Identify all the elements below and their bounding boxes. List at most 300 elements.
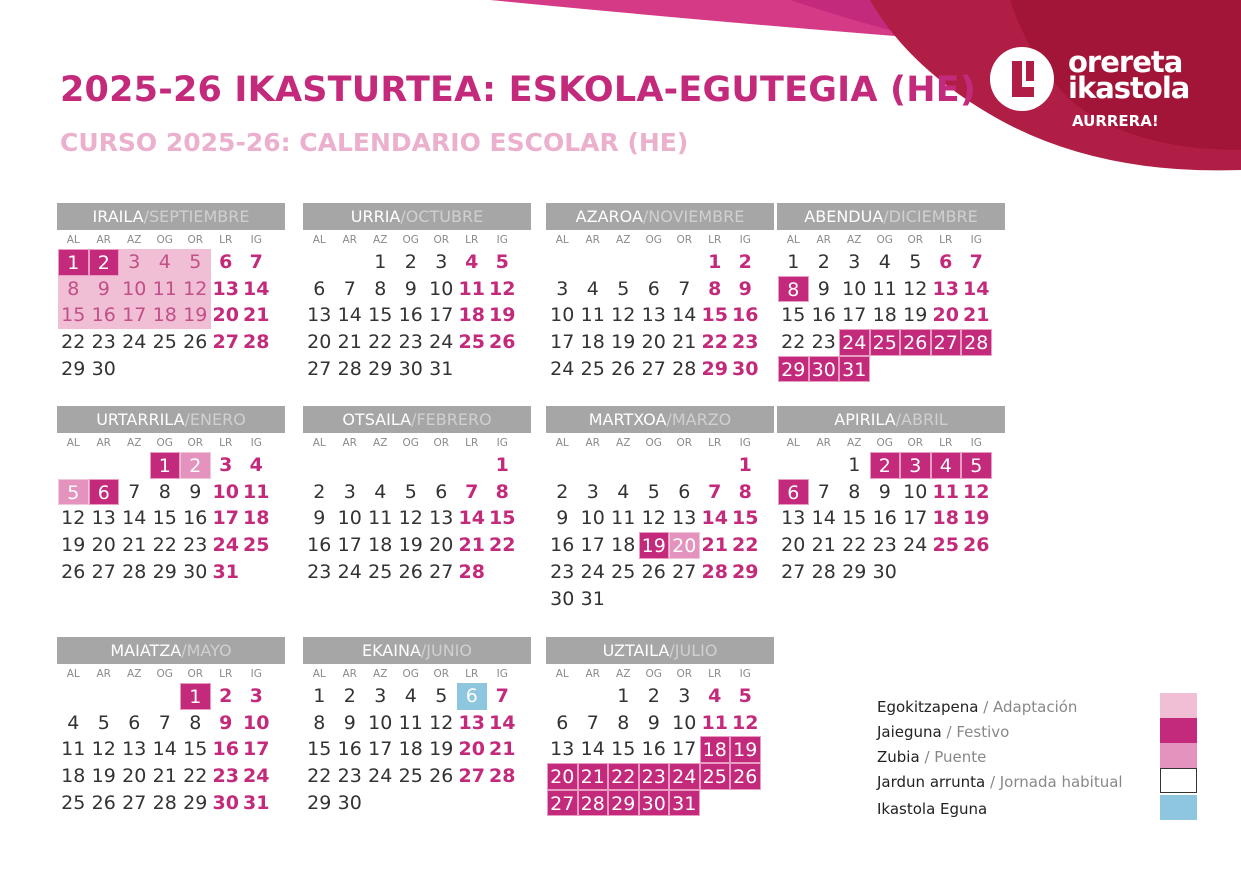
month-martxoa <box>546 406 774 636</box>
weekday-label: AL <box>555 234 569 246</box>
day-cell: 26 <box>429 765 454 788</box>
weekday-label: OG <box>402 668 419 680</box>
weekday-label: AR <box>96 234 111 246</box>
day-cell: 29 <box>61 357 86 380</box>
month-name-eu: MARTXOA <box>588 410 667 429</box>
day-cell: 3 <box>435 251 448 273</box>
day-cell: 13 <box>672 507 697 530</box>
day-cell: 26 <box>489 331 516 354</box>
weekday-label: AL <box>555 437 569 449</box>
day-cell: 7 <box>343 277 356 300</box>
day-cell: 19 <box>429 738 454 761</box>
month-name-es: OCTUBRE <box>405 207 484 226</box>
month-header: EKAINA/JUNIO <box>303 637 531 664</box>
day-cell: 15 <box>611 738 636 761</box>
day-cell: 14 <box>122 507 147 530</box>
day-cell: 5 <box>961 452 992 479</box>
day-cell: 31 <box>669 790 700 817</box>
day-cell: 22 <box>152 534 177 557</box>
weekday-label: OR <box>676 668 693 680</box>
day-cell: 19 <box>611 331 636 354</box>
day-cell: 11 <box>872 277 897 300</box>
day-cell: 4 <box>67 711 80 734</box>
weekday-label: IG <box>496 234 508 246</box>
day-cell: 21 <box>701 534 728 557</box>
day-cell: 30 <box>732 357 759 380</box>
day-cell: 25 <box>458 331 485 354</box>
weekday-label: AL <box>312 234 326 246</box>
day-cell: 1 <box>738 454 752 476</box>
day-cell: 7 <box>249 251 263 273</box>
day-cell: 15 <box>307 738 332 761</box>
day-cell: 12 <box>91 738 116 761</box>
day-cell: 22 <box>183 765 208 788</box>
day-cell: 4 <box>465 251 479 273</box>
day-cell: 9 <box>219 711 233 734</box>
day-cell: 15 <box>58 302 89 329</box>
legend-label-es: / Festivo <box>941 723 1010 741</box>
day-cell: 29 <box>778 356 809 383</box>
day-cell: 8 <box>58 276 89 303</box>
weekday-label: LR <box>219 668 233 680</box>
day-cell: 21 <box>458 534 485 557</box>
day-cell: 25 <box>243 534 270 557</box>
day-cell: 6 <box>778 479 809 506</box>
day-cell: 6 <box>678 480 691 503</box>
day-cell: 13 <box>429 507 454 530</box>
day-cell: 8 <box>189 711 202 734</box>
weekday-label: OR <box>433 668 450 680</box>
day-cell: 7 <box>158 711 171 734</box>
weekday-label: AZ <box>847 437 862 449</box>
day-cell: 28 <box>122 560 147 583</box>
day-cell: 29 <box>701 357 728 380</box>
day-cell: 9 <box>313 507 326 530</box>
month-otsaila <box>303 406 531 636</box>
day-cell: 12 <box>61 507 86 530</box>
month-header: URRIA/OCTUBRE <box>303 203 531 230</box>
day-cell: 26 <box>398 560 423 583</box>
weekday-label: AL <box>786 437 800 449</box>
day-cell: 31 <box>429 357 454 380</box>
day-cell: 22 <box>608 763 639 790</box>
day-cell: 25 <box>932 534 959 557</box>
day-cell: 25 <box>152 331 177 354</box>
day-cell: 12 <box>489 277 516 300</box>
weekday-label: AR <box>816 437 831 449</box>
day-cell: 12 <box>180 276 211 303</box>
day-cell: 7 <box>586 711 599 734</box>
day-cell: 18 <box>150 302 181 329</box>
day-cell: 22 <box>61 331 86 354</box>
day-cell: 17 <box>672 738 697 761</box>
day-cell: 27 <box>672 560 697 583</box>
day-cell: 26 <box>730 763 761 790</box>
weekday-label: AR <box>816 234 831 246</box>
day-cell: 29 <box>732 560 759 583</box>
day-cell: 7 <box>465 480 479 503</box>
month-name-es: DICIEMBRE <box>888 207 978 226</box>
month-uztaila <box>546 637 774 867</box>
day-cell: 9 <box>89 276 120 303</box>
weekday-label: OR <box>907 437 924 449</box>
day-cell: 12 <box>963 480 990 503</box>
logo-word-ikastola: ikastola <box>1068 71 1190 105</box>
day-cell: 7 <box>128 480 141 503</box>
weekday-label: AZ <box>847 234 862 246</box>
month-header: MARTXOA/MARZO <box>546 406 774 433</box>
day-cell: 13 <box>458 711 485 734</box>
day-cell: 18 <box>458 304 485 327</box>
day-cell: 4 <box>586 277 599 300</box>
day-cell: 5 <box>617 277 630 300</box>
day-cell: 19 <box>61 534 86 557</box>
legend-label-es: / Puente <box>919 748 987 766</box>
legend-label-es: / Adaptación <box>978 698 1078 716</box>
day-cell: 26 <box>91 791 116 814</box>
day-cell: 10 <box>580 507 605 530</box>
day-cell: 25 <box>870 329 901 356</box>
day-cell: 7 <box>817 480 830 503</box>
day-cell: 23 <box>183 534 208 557</box>
day-cell: 6 <box>313 277 326 300</box>
month-urtarrila <box>57 406 285 636</box>
legend-item <box>877 800 987 818</box>
day-cell: 27 <box>307 357 332 380</box>
month-name-es: NOVIEMBRE <box>648 207 745 226</box>
day-cell: 15 <box>368 304 393 327</box>
day-cell: 14 <box>337 304 362 327</box>
day-cell: 21 <box>489 738 516 761</box>
day-cell: 20 <box>641 331 666 354</box>
legend-label-eu: Zubia <box>877 748 920 766</box>
weekday-label: AR <box>585 234 600 246</box>
day-cell: 26 <box>900 329 931 356</box>
day-cell: 27 <box>122 791 147 814</box>
day-cell: 19 <box>398 534 423 557</box>
day-cell: 2 <box>556 480 569 503</box>
weekday-label: IG <box>739 234 751 246</box>
weekday-label: LR <box>219 234 233 246</box>
day-cell: 2 <box>89 249 120 276</box>
day-cell: 2 <box>180 452 211 479</box>
weekday-label: LR <box>939 437 953 449</box>
day-cell: 3 <box>678 685 691 707</box>
weekday-label: OR <box>676 234 693 246</box>
day-cell: 13 <box>212 277 239 300</box>
legend-swatch <box>1160 795 1197 820</box>
day-cell: 16 <box>811 304 836 327</box>
day-cell: 22 <box>842 534 867 557</box>
weekday-label: OG <box>645 234 662 246</box>
day-cell: 12 <box>903 277 928 300</box>
day-cell: 24 <box>122 331 147 354</box>
weekday-label: IG <box>496 668 508 680</box>
day-cell: 18 <box>61 765 86 788</box>
weekday-label: OG <box>876 234 893 246</box>
weekday-label: IG <box>970 437 982 449</box>
day-cell: 15 <box>701 304 728 327</box>
day-cell: 27 <box>641 357 666 380</box>
day-cell: 28 <box>961 329 992 356</box>
day-cell: 16 <box>641 738 666 761</box>
month-header: AZAROA/NOVIEMBRE <box>546 203 774 230</box>
day-cell: 17 <box>903 507 928 530</box>
day-cell: 2 <box>817 251 830 273</box>
day-cell: 31 <box>243 791 270 814</box>
weekday-label: AR <box>342 668 357 680</box>
day-cell: 3 <box>249 685 263 707</box>
weekday-label: AL <box>555 668 569 680</box>
day-cell: 16 <box>89 302 120 329</box>
month-name-eu: IRAILA <box>92 207 144 226</box>
weekday-label: OG <box>645 437 662 449</box>
day-cell: 20 <box>122 765 147 788</box>
month-name-eu: ABENDUA <box>804 207 884 226</box>
month-name-eu: APIRILA <box>834 410 896 429</box>
day-cell: 19 <box>91 765 116 788</box>
day-cell: 14 <box>152 738 177 761</box>
day-cell: 22 <box>781 331 806 354</box>
month-apirila <box>777 406 1005 636</box>
month-name-es: MAYO <box>186 641 232 660</box>
day-cell: 26 <box>183 331 208 354</box>
day-cell: 24 <box>243 765 270 788</box>
day-cell: 20 <box>932 304 959 327</box>
day-cell: 2 <box>870 452 901 479</box>
day-cell: 17 <box>842 304 867 327</box>
weekday-label: AZ <box>373 234 388 246</box>
day-cell: 15 <box>183 738 208 761</box>
month-azaroa <box>546 203 774 433</box>
month-name-es: SEPTIEMBRE <box>148 207 250 226</box>
day-cell: 15 <box>489 507 516 530</box>
day-cell: 9 <box>404 277 417 300</box>
day-cell: 19 <box>489 304 516 327</box>
day-cell: 6 <box>89 479 120 506</box>
day-cell: 17 <box>550 331 575 354</box>
day-cell: 20 <box>212 304 239 327</box>
day-cell: 18 <box>700 736 731 763</box>
month-name-eu: OTSAILA <box>342 410 412 429</box>
day-cell: 30 <box>872 560 897 583</box>
day-cell: 4 <box>931 452 962 479</box>
day-cell: 20 <box>307 331 332 354</box>
month-name-eu: URRIA <box>350 207 401 226</box>
legend-item <box>877 773 1123 791</box>
day-cell: 20 <box>91 534 116 557</box>
weekday-label: AL <box>312 668 326 680</box>
day-cell: 24 <box>550 357 575 380</box>
weekday-label: AR <box>585 668 600 680</box>
weekday-label: AZ <box>616 234 631 246</box>
day-cell: 23 <box>732 331 759 354</box>
month-name-eu: URTARRILA <box>96 410 185 429</box>
day-cell: 24 <box>580 560 605 583</box>
day-cell: 1 <box>150 452 181 479</box>
month-name-es: ENERO <box>189 410 246 429</box>
day-cell: 11 <box>368 507 393 530</box>
day-cell: 6 <box>219 251 233 273</box>
day-cell: 21 <box>963 304 990 327</box>
day-cell: 30 <box>212 791 239 814</box>
day-cell: 1 <box>848 454 861 476</box>
day-cell: 27 <box>212 331 239 354</box>
day-cell: 24 <box>212 534 239 557</box>
day-cell: 19 <box>180 302 211 329</box>
day-cell: 5 <box>435 685 448 707</box>
weekday-label: AL <box>66 668 80 680</box>
day-cell: 14 <box>243 277 270 300</box>
day-cell: 20 <box>429 534 454 557</box>
day-cell: 2 <box>313 480 326 503</box>
day-cell: 4 <box>150 249 181 276</box>
day-cell: 6 <box>939 251 953 273</box>
day-cell: 18 <box>611 534 636 557</box>
day-cell: 18 <box>932 507 959 530</box>
weekday-label: AR <box>585 437 600 449</box>
weekday-label: IG <box>970 234 982 246</box>
month-name-es: JULIO <box>674 641 718 660</box>
day-cell: 13 <box>122 738 147 761</box>
day-cell: 24 <box>368 765 393 788</box>
day-cell: 16 <box>732 304 759 327</box>
day-cell: 1 <box>495 454 509 476</box>
day-cell: 14 <box>580 738 605 761</box>
day-cell: 22 <box>489 534 516 557</box>
weekday-label: AZ <box>373 668 388 680</box>
day-cell: 11 <box>458 277 485 300</box>
day-cell: 8 <box>158 480 171 503</box>
day-cell: 24 <box>669 763 700 790</box>
day-cell: 1 <box>58 249 89 276</box>
day-cell: 7 <box>708 480 722 503</box>
day-cell: 9 <box>738 277 752 300</box>
day-cell: 28 <box>243 331 270 354</box>
day-cell: 12 <box>429 711 454 734</box>
day-cell: 16 <box>307 534 332 557</box>
day-cell: 4 <box>249 454 263 476</box>
logo-slogan: AURRERA! <box>1072 112 1159 130</box>
day-cell: 13 <box>641 304 666 327</box>
day-cell: 11 <box>932 480 959 503</box>
weekday-label: OG <box>645 668 662 680</box>
month-name-eu: EKAINA <box>361 641 421 660</box>
day-cell: 20 <box>547 763 578 790</box>
day-cell: 27 <box>91 560 116 583</box>
day-cell: 15 <box>842 507 867 530</box>
day-cell: 16 <box>550 534 575 557</box>
day-cell: 7 <box>678 277 691 300</box>
day-cell: 28 <box>337 357 362 380</box>
day-cell: 10 <box>672 711 697 734</box>
day-cell: 3 <box>900 452 931 479</box>
month-name-eu: MAIATZA <box>110 641 182 660</box>
weekday-label: LR <box>708 234 722 246</box>
legend-label-eu: Jardun arrunta <box>877 773 986 791</box>
day-cell: 1 <box>787 251 800 273</box>
day-cell: 27 <box>458 765 485 788</box>
weekday-label: IG <box>250 234 262 246</box>
day-cell: 21 <box>122 534 147 557</box>
day-cell: 3 <box>343 480 356 503</box>
day-cell: 2 <box>738 251 752 273</box>
weekday-label: LR <box>939 234 953 246</box>
day-cell: 8 <box>708 277 722 300</box>
weekday-label: AZ <box>616 668 631 680</box>
day-cell: 9 <box>189 480 202 503</box>
day-cell: 14 <box>489 711 516 734</box>
day-cell: 8 <box>495 480 509 503</box>
day-cell: 19 <box>639 532 670 559</box>
legend-swatch <box>1160 768 1197 793</box>
weekday-label: AZ <box>373 437 388 449</box>
day-cell: 24 <box>903 534 928 557</box>
day-cell: 10 <box>429 277 454 300</box>
day-cell: 28 <box>152 791 177 814</box>
month-name-eu: UZTAILA <box>602 641 670 660</box>
day-cell: 11 <box>398 711 423 734</box>
weekday-label: LR <box>465 668 479 680</box>
month-header: OTSAILA/FEBRERO <box>303 406 531 433</box>
day-cell: 4 <box>617 480 630 503</box>
day-cell: 4 <box>374 480 387 503</box>
day-cell: 1 <box>374 251 387 273</box>
month-abendua <box>777 203 1005 433</box>
weekday-label: IG <box>739 668 751 680</box>
day-cell: 31 <box>212 560 239 583</box>
month-name-es: JUNIO <box>426 641 472 660</box>
day-cell: 16 <box>183 507 208 530</box>
month-urria <box>303 203 531 433</box>
day-cell: 17 <box>119 302 150 329</box>
day-cell: 16 <box>398 304 423 327</box>
day-cell: 30 <box>550 587 575 610</box>
day-cell: 13 <box>550 738 575 761</box>
legend-label-eu: Ikastola Eguna <box>877 800 988 818</box>
day-cell: 29 <box>368 357 393 380</box>
day-cell: 24 <box>429 331 454 354</box>
weekday-label: LR <box>465 234 479 246</box>
day-cell: 27 <box>781 560 806 583</box>
day-cell: 20 <box>781 534 806 557</box>
day-cell: 23 <box>639 763 670 790</box>
weekday-label: OR <box>187 234 204 246</box>
day-cell: 25 <box>700 763 731 790</box>
day-cell: 22 <box>732 534 759 557</box>
month-name-eu: AZAROA <box>575 207 643 226</box>
weekday-label: IG <box>250 437 262 449</box>
weekday-label: AR <box>342 437 357 449</box>
day-cell: 16 <box>337 738 362 761</box>
day-cell: 11 <box>580 304 605 327</box>
day-cell: 17 <box>580 534 605 557</box>
day-cell: 25 <box>580 357 605 380</box>
day-cell: 5 <box>495 251 509 273</box>
logo-word-orereta: orereta <box>1068 45 1183 79</box>
day-cell: 23 <box>212 765 239 788</box>
day-cell: 17 <box>337 534 362 557</box>
day-cell: 15 <box>781 304 806 327</box>
day-cell: 23 <box>307 560 332 583</box>
weekday-label: OR <box>907 234 924 246</box>
day-cell: 16 <box>212 738 239 761</box>
day-cell: 29 <box>608 790 639 817</box>
day-cell: 5 <box>97 711 110 734</box>
day-cell: 8 <box>313 711 326 734</box>
day-cell: 10 <box>243 711 270 734</box>
legend-label-es: / Jornada habitual <box>985 773 1123 791</box>
